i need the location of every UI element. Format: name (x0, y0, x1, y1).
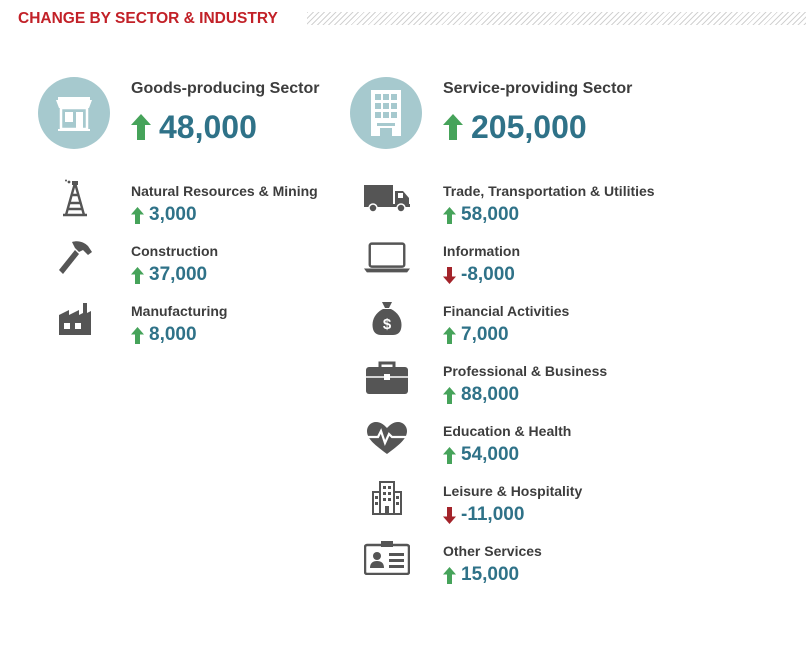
industry-value: 58,000 (461, 204, 520, 225)
industry-natural-resources (38, 183, 368, 239)
industry-name: Trade, Transportation & Utilities (443, 183, 655, 199)
service-sector-value: 205,000 (471, 109, 587, 145)
industry-leisure (350, 483, 790, 539)
industry-value: 54,000 (461, 444, 520, 465)
goods-sector-summary (38, 77, 368, 157)
arrow-up-icon (131, 327, 144, 344)
truck-icon (364, 177, 410, 219)
arrow-up-icon (443, 447, 456, 464)
section-title: CHANGE BY SECTOR & INDUSTRY (18, 10, 278, 27)
oil-derrick-icon (52, 177, 98, 219)
industry-name: Financial Activities (443, 303, 570, 319)
goods-sector-value: 48,000 (159, 109, 257, 145)
svg-text:$: $ (382, 316, 392, 333)
hotel-icon (364, 477, 410, 519)
arrow-down-icon (443, 507, 456, 524)
service-sector-title: Service-providing Sector (443, 80, 633, 97)
laptop-icon (364, 237, 410, 279)
industry-name: Natural Resources & Mining (131, 183, 318, 199)
industry-value: -11,000 (461, 504, 525, 525)
arrow-up-icon (443, 387, 456, 404)
industry-value: 8,000 (149, 324, 197, 345)
industry-financial (350, 303, 790, 359)
industry-manufacturing (38, 303, 368, 359)
factory-icon (52, 297, 98, 339)
industry-name: Construction (131, 243, 219, 259)
industry-other-services (350, 543, 790, 599)
industry-name: Manufacturing (131, 303, 228, 319)
industry-value: 88,000 (461, 384, 520, 405)
arrow-up-icon (131, 207, 144, 224)
arrow-up-icon (443, 114, 463, 140)
industry-value: 37,000 (149, 264, 208, 285)
industry-value: 3,000 (149, 204, 197, 225)
arrow-up-icon (443, 327, 456, 344)
industry-trade (350, 183, 790, 239)
arrow-up-icon (131, 267, 144, 284)
arrow-up-icon (131, 114, 151, 140)
service-sector-summary (350, 77, 790, 157)
industry-name: Information (443, 243, 520, 259)
industry-value: 15,000 (461, 564, 520, 585)
industry-name: Professional & Business (443, 363, 608, 379)
industry-name: Other Services (443, 543, 542, 559)
industry-information (350, 243, 790, 299)
industry-value: -8,000 (461, 264, 515, 285)
goods-column (38, 0, 368, 658)
industry-construction (38, 243, 368, 299)
industry-name: Education & Health (443, 423, 572, 439)
industry-education-health (350, 423, 790, 479)
industry-value: 7,000 (461, 324, 509, 345)
industry-name: Leisure & Hospitality (443, 483, 583, 499)
heart-pulse-icon (364, 417, 410, 459)
id-card-icon (364, 537, 410, 579)
hammer-icon (52, 237, 98, 279)
industry-professional (350, 363, 790, 419)
briefcase-icon (364, 357, 410, 399)
arrow-down-icon (443, 267, 456, 284)
money-bag-icon (364, 297, 410, 339)
storefront-icon (38, 77, 110, 149)
arrow-up-icon (443, 567, 456, 584)
goods-sector-title: Goods-producing Sector (131, 80, 320, 97)
office-building-icon (350, 77, 422, 149)
arrow-up-icon (443, 207, 456, 224)
service-column (350, 0, 790, 658)
